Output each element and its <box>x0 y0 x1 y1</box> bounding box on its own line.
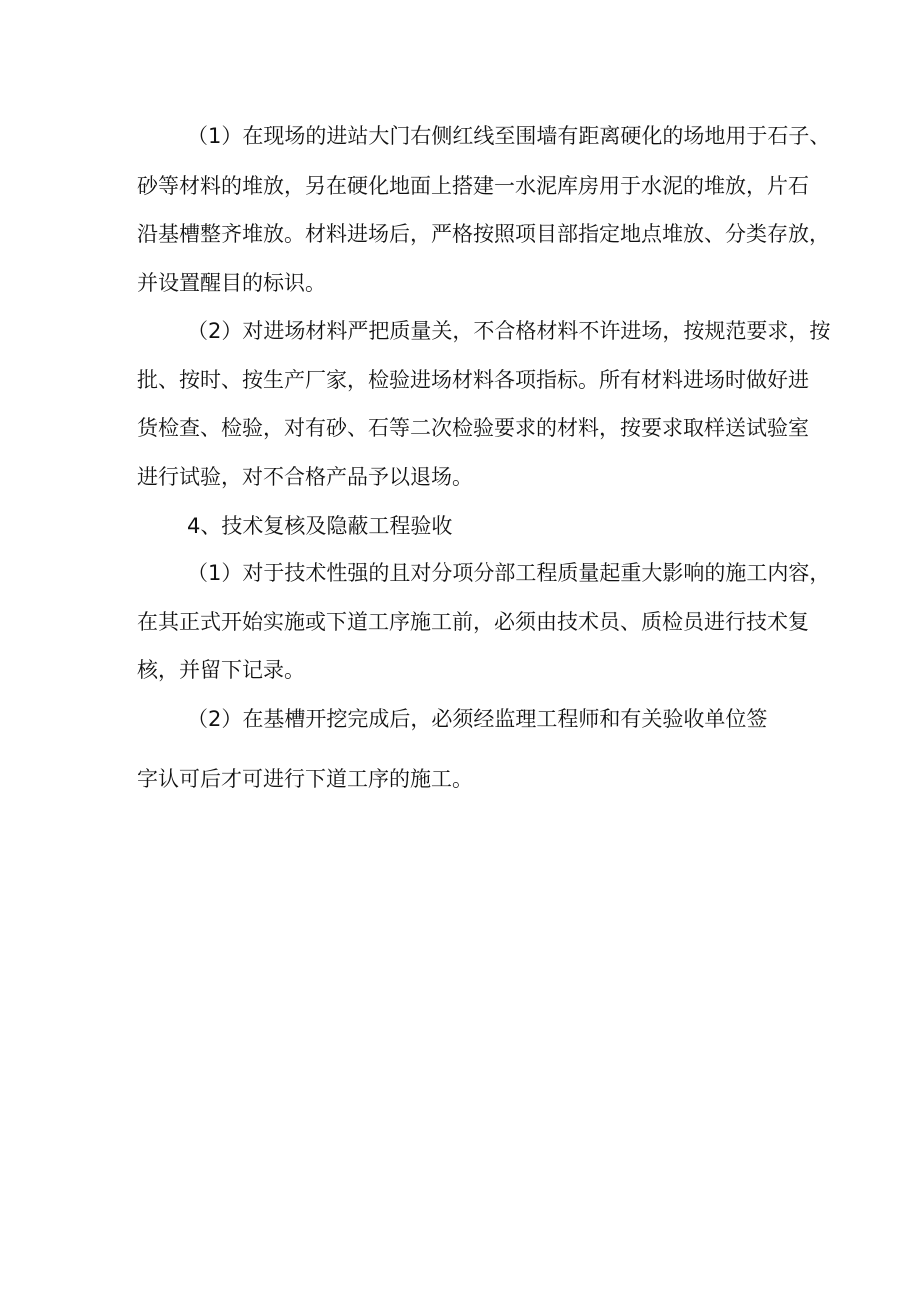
paragraph-line: 批、按时、按生产厂家，检验进场材料各项指标。所有材料进场时做好进 <box>137 368 809 392</box>
paragraph-line: 货检查、检验，对有砂、石等二次检验要求的材料，按要求取样送试验室 <box>137 416 809 440</box>
paragraph-line: 进行试验，对不合格产品予以退场。 <box>137 465 473 489</box>
paragraph-line: （2）在基槽开挖完成后，必须经监理工程师和有关验收单位签 <box>187 707 768 731</box>
paragraph-line: 沿基槽整齐堆放。材料进场后，严格按照项目部指定地点堆放、分类存放， <box>137 222 830 246</box>
section-heading: 4、技术复核及隐蔽工程验收 <box>187 514 453 538</box>
paragraph-line: （1）对于技术性强的且对分项分部工程质量起重大影响的施工内容， <box>187 561 831 585</box>
paragraph-line: 在其正式开始实施或下道工序施工前，必须由技术员、质检员进行技术复 <box>137 610 809 634</box>
paragraph-line: 核，并留下记录。 <box>137 658 305 682</box>
paragraph-line: 并设置醒目的标识。 <box>137 271 326 295</box>
paragraph-line: （2）对进场材料严把质量关，不合格材料不许进场，按规范要求，按 <box>187 319 831 343</box>
paragraph-line: （1）在现场的进站大门右侧红线至围墙有距离硬化的场地用于石子、 <box>187 124 831 148</box>
paragraph-line: 字认可后才可进行下道工序的施工。 <box>137 767 473 791</box>
paragraph-line: 砂等材料的堆放，另在硬化地面上搭建一水泥库房用于水泥的堆放，片石 <box>137 174 809 198</box>
